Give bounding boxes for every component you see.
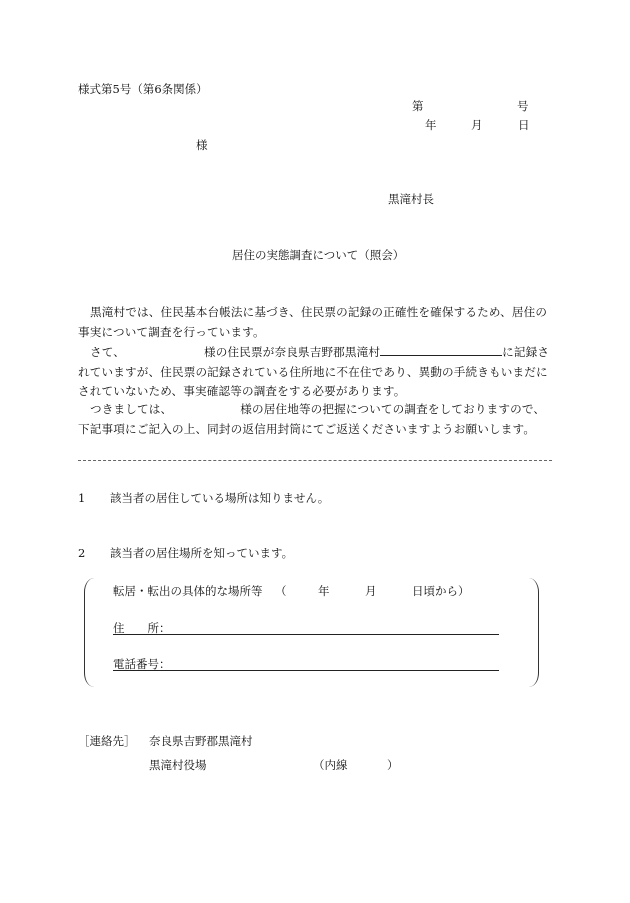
move-date-day-from: 日頃から） [412, 584, 470, 598]
paragraph-situation-rest: に記録されていますが、住民票の記録されている住所地に不在住であり、異動の手続きもいまだにされていないため、事実確認等の調査をする必要があります。 [78, 345, 550, 398]
paragraph-situation-start: さて、 [90, 345, 125, 359]
move-location-label: 転居・転出の具体的な場所等 [113, 584, 263, 598]
document-number-prefix: 第 [412, 99, 424, 113]
move-date-open-paren: （ [275, 584, 287, 598]
bracket-left [84, 578, 95, 687]
sender-name: 黒滝村長 [388, 192, 434, 206]
extension-open: （内線 [313, 758, 348, 772]
date-day: 日 [518, 118, 530, 132]
date-year: 年 [425, 118, 437, 132]
extension-close: ） [387, 758, 399, 772]
phone-label: 電話番号： [113, 657, 171, 671]
contact-address: 奈良県吉野郡黒滝村 [149, 734, 253, 748]
phone-entry-line[interactable] [113, 670, 499, 671]
bracket-right [528, 578, 539, 687]
paragraph-request-start: つきましては、 [90, 402, 173, 416]
option-2-number: 2 [78, 546, 86, 560]
move-date-year: 年 [318, 584, 330, 598]
date-month: 月 [471, 118, 483, 132]
paragraph-request [78, 400, 554, 439]
paragraph-request-rest: 様の居住地等の把握についての調査をしておりますので、下記事項にご記入の上、同封の返信用封筒にてご返送くださいますようお願いします。 [78, 402, 546, 436]
contact-office: 黒滝村役場 [149, 758, 207, 772]
contact-label: ［連絡先］ [78, 734, 136, 748]
paragraph-situation [78, 342, 554, 402]
option-1-text: 該当者の居住している場所は知りません。 [110, 491, 330, 505]
option-1-number: 1 [78, 491, 86, 505]
cut-line-divider [78, 460, 552, 461]
recipient-honorific: 様 [196, 138, 208, 152]
paragraph-situation-name-suffix: 様の住民票が奈良県吉野郡黒滝村 [204, 345, 381, 359]
move-date-month: 月 [365, 584, 377, 598]
option-2-text: 該当者の居住場所を知っています。 [110, 546, 294, 560]
form-number: 様式第5号（第6条関係） [78, 82, 208, 96]
document-title: 居住の実態調査について（照会） [232, 248, 405, 262]
paragraph-intro: 黒滝村では、住民基本台帳法に基づき、住民票の記録の正確性を確保するため、居住の事実について調査を行っています。 [78, 305, 548, 339]
address-label: 住 所： [113, 621, 171, 635]
address-blank-line [380, 342, 502, 356]
document-number-suffix: 号 [517, 99, 529, 113]
address-entry-line[interactable] [113, 634, 499, 635]
